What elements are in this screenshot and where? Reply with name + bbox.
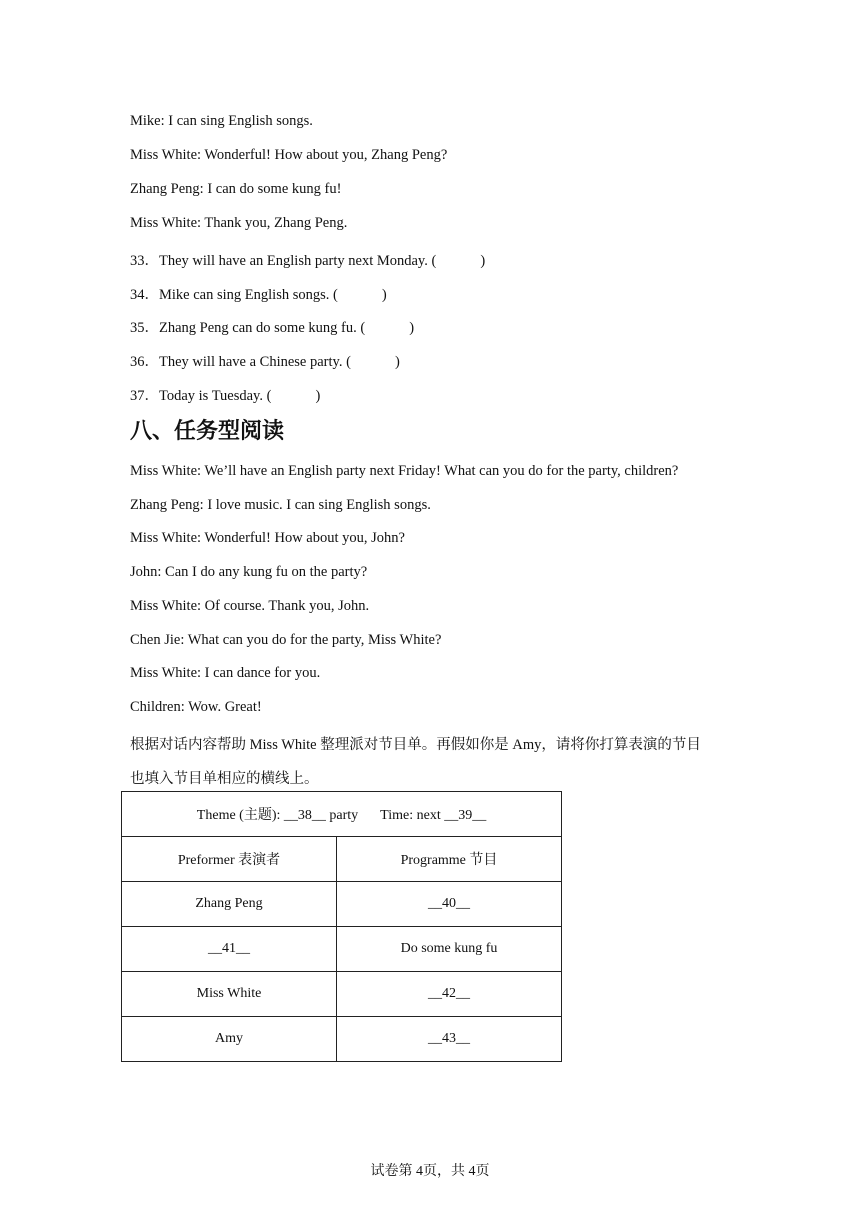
table-header-row [122,837,562,882]
instruction-line-2: 也填入节目单相应的横线上。 [130,771,319,787]
blank-43[interactable]: __43__ [337,1017,562,1062]
table-row-theme [122,792,562,837]
table-row [122,972,562,1017]
dialogue1-line-3: Zhang Peng: I can do some kung fu! [130,181,342,197]
question-text: They will have a Chinese party. ( [159,354,351,370]
question-text: Today is Tuesday. ( [159,388,272,404]
header-programme: Programme 节目 [337,837,562,882]
dialogue2-line-4: John: Can I do any kung fu on the party? [130,564,368,580]
question-34 [130,283,387,304]
instruction-line-1: 根据对话内容帮助 Miss White 整理派对节目单。再假如你是 Amy，请将你打算表演的节目 [130,737,701,753]
dialogue2-line-3: Miss White: Wonderful! How about you, John? [130,530,405,546]
theme-time-cell [122,792,562,837]
question-33 [130,249,485,270]
dialogue2-line-7: Miss White: I can dance for you. [130,665,321,681]
question-close: ) [381,287,387,303]
table-row [122,882,562,927]
dialogue1-line-4: Miss White: Thank you, Zhang Peng. [130,215,348,231]
performer-cell: Zhang Peng [122,882,337,927]
question-text: They will have an English party next Monday. ( [159,253,437,269]
dialogue1-line-2: Miss White: Wonderful! How about you, Zhang Peng? [130,147,448,163]
question-37 [130,384,320,405]
dialogue2-line-5: Miss White: Of course. Thank you, John. [130,598,370,614]
dialogue2-line-2: Zhang Peng: I love music. I can sing English songs. [130,497,431,513]
performer-cell: Miss White [122,972,337,1017]
header-performer: Preformer 表演者 [122,837,337,882]
question-number: 33． [130,253,159,269]
dialogue2-line-1: Miss White: We’ll have an English party next Friday! What can you do for the party, children? [130,463,679,479]
table-row [122,927,562,972]
question-number: 37． [130,388,159,404]
question-text: Zhang Peng can do some kung fu. ( [159,320,366,336]
programme-cell: Do some kung fu [337,927,562,972]
theme-suffix: party [325,808,359,823]
dialogue2-line-8: Children: Wow. Great! [130,699,262,715]
question-number: 35． [130,320,159,336]
question-close: ) [315,388,321,404]
blank-38[interactable]: __38__ [283,808,326,823]
question-close: ) [480,253,486,269]
dialogue2-line-6: Chen Jie: What can you do for the party, Miss White? [130,632,442,648]
theme-label: Theme (主题): [196,808,284,823]
question-number: 36． [130,354,159,370]
table-row [122,1017,562,1062]
question-35 [130,316,414,337]
performer-cell: Amy [122,1017,337,1062]
time-label: Time: next [380,808,445,823]
question-36 [130,350,400,371]
question-close: ) [409,320,415,336]
question-number: 34． [130,287,159,303]
blank-42[interactable]: __42__ [337,972,562,1017]
blank-41[interactable]: __41__ [122,927,337,972]
blank-40[interactable]: __40__ [337,882,562,927]
question-close: ) [394,354,400,370]
section-title: 八、任务型阅读 [130,419,285,444]
programme-table [121,791,562,1062]
blank-39[interactable]: __39__ [444,808,487,823]
page-footer: 试卷第 4页，共 4页 [370,1164,490,1179]
question-text: Mike can sing English songs. ( [159,287,338,303]
dialogue1-line-1: Mike: I can sing English songs. [130,113,313,129]
